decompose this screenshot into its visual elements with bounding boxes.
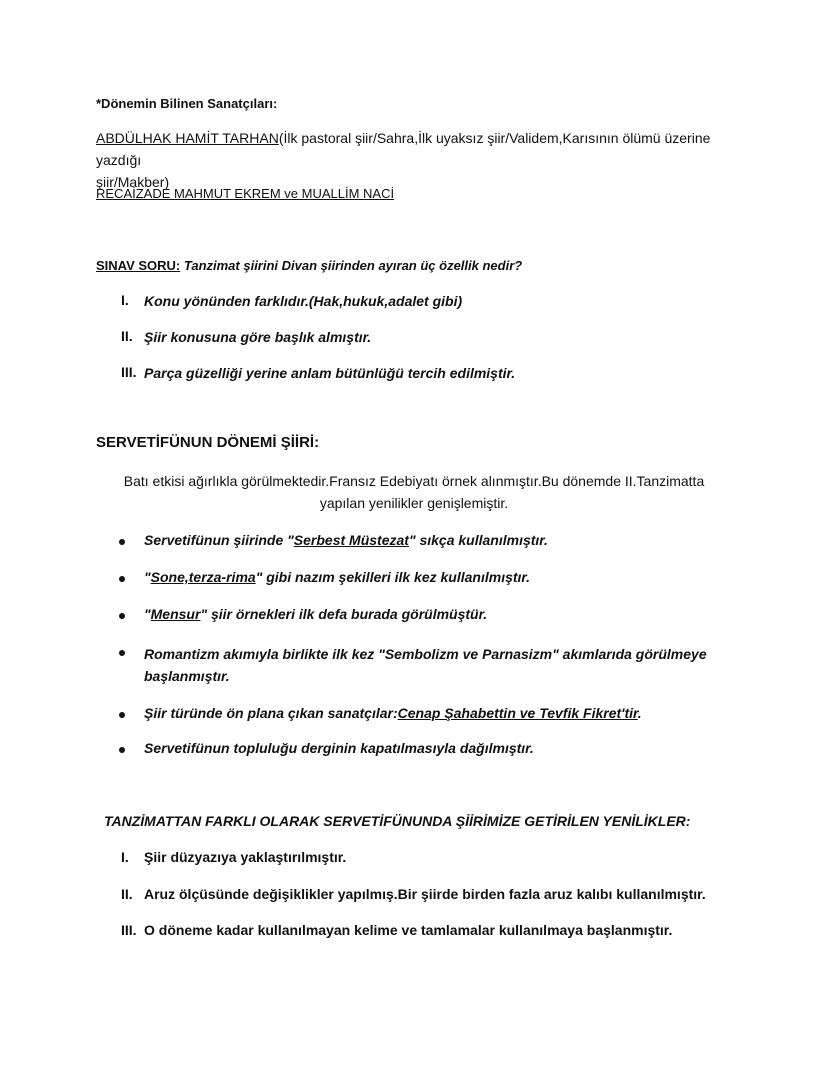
bullet-dot bbox=[119, 712, 125, 718]
bullet-dot bbox=[119, 576, 125, 582]
exam-item-1: Konu yönünden farklıdır.(Hak,hukuk,adalet gibi) bbox=[144, 293, 463, 309]
servet-bullet-1-underlined: Serbest Müstezat bbox=[293, 532, 409, 548]
servet-bullet-2-underlined: Sone,terza-rima bbox=[150, 569, 256, 585]
artists-title: *Dönemin Bilinen Sanatçıları: bbox=[96, 96, 278, 111]
exam-item-num-2: II. bbox=[121, 328, 133, 344]
innov-item-num-1: I. bbox=[121, 849, 129, 865]
innov-item-2: Aruz ölçüsünde değişiklikler yapılmış.Bir şiirde birden fazla aruz kalıbı kullanılmıştır. bbox=[144, 886, 706, 902]
servet-bullet-4-line1: Romantizm akımıyla birlikte ilk kez "Sembolizm ve Parnasizm" akımlarıda görülmeye bbox=[144, 646, 707, 662]
exam-item-2: Şiir konusuna göre başlık almıştır. bbox=[144, 329, 372, 345]
servet-bullet-2 bbox=[144, 569, 530, 585]
servet-bullet-5-underlined: Cenap Şahabettin ve Tevfik Fikret'tir bbox=[397, 705, 638, 721]
innov-item-num-3: III. bbox=[121, 922, 137, 938]
servet-bullet-5 bbox=[144, 705, 642, 721]
servet-bullet-1-post: " sıkça kullanılmıştır. bbox=[408, 532, 548, 548]
servet-bullet-5-pre: Şiir türünde ön plana çıkan sanatçılar: bbox=[144, 705, 398, 721]
servet-heading: SERVETİFÜNUN DÖNEMİ ŞİİRİ: bbox=[96, 434, 320, 451]
exam-label: SINAV SORU: bbox=[96, 258, 181, 273]
servet-bullet-3-underlined: Mensur bbox=[150, 606, 201, 622]
artist-ekrem-naci: RECAİZADE MAHMUT EKREM ve MUALLİM NACİ bbox=[96, 186, 395, 201]
bullet-dot bbox=[119, 747, 125, 753]
servet-bullet-3-post: " şiir örnekleri ilk defa burada görülmüştür. bbox=[200, 606, 488, 622]
servet-bullet-1 bbox=[144, 532, 548, 548]
exam-item-3: Parça güzelliği yerine anlam bütünlüğü tercih edilmiştir. bbox=[144, 365, 516, 381]
exam-question-text: Tanzimat şiirini Divan şiirinden ayıran üç özellik nedir? bbox=[180, 258, 523, 273]
bullet-dot bbox=[119, 613, 125, 619]
servet-intro bbox=[60, 470, 768, 514]
exam-item-num-1: I. bbox=[121, 292, 129, 308]
innov-item-1: Şiir düzyazıya yaklaştırılmıştır. bbox=[144, 849, 347, 865]
exam-item-num-3: III. bbox=[121, 364, 137, 380]
innov-heading: TANZİMATTAN FARKLI OLARAK SERVETİFÜNUNDA ŞİİRİMİZE GETİRİLEN YENİLİKLER: bbox=[104, 813, 691, 829]
artist-hamit-desc: (İlk pastoral şiir/Sahra,İlk uyaksız şiir/Validem,Karısının ölümü üzerine yazdığı bbox=[96, 130, 711, 168]
servet-bullet-4-line2: başlanmıştır. bbox=[144, 668, 230, 684]
artist-hamit-name: ABDÜLHAK HAMİT TARHAN bbox=[96, 130, 279, 146]
artist-hamit bbox=[96, 127, 746, 193]
servet-bullet-1-pre: Servetifünun şiirinde " bbox=[144, 532, 294, 548]
bullet-dot bbox=[119, 539, 125, 545]
servet-bullet-5-post: . bbox=[637, 705, 642, 721]
bullet-dot bbox=[119, 650, 125, 656]
servet-bullet-2-post: " gibi nazım şekilleri ilk kez kullanılmıştır. bbox=[255, 569, 530, 585]
servet-bullet-3-pre: " bbox=[144, 606, 151, 622]
servet-intro-line2: yapılan yenilikler genişlemiştir. bbox=[319, 495, 509, 511]
innov-item-3: O döneme kadar kullanılmayan kelime ve tamlamalar kullanılmaya başlanmıştır. bbox=[144, 922, 673, 938]
innov-item-num-2: II. bbox=[121, 886, 133, 902]
exam-question bbox=[96, 258, 522, 273]
servet-bullet-6: Servetifünun topluluğu derginin kapatılmasıyla dağılmıştır. bbox=[144, 740, 534, 756]
servet-intro-line1: Batı etkisi ağırlıkla görülmektedir.Fransız Edebiyatı örnek alınmıştır.Bu dönemde II.Tanzimatta bbox=[123, 473, 705, 489]
servet-bullet-3 bbox=[144, 606, 487, 622]
servet-bullet-4 bbox=[144, 643, 707, 687]
artist-hamit-desc-cont: şiir/Makber) bbox=[96, 174, 170, 190]
servet-bullet-2-pre: " bbox=[144, 569, 151, 585]
